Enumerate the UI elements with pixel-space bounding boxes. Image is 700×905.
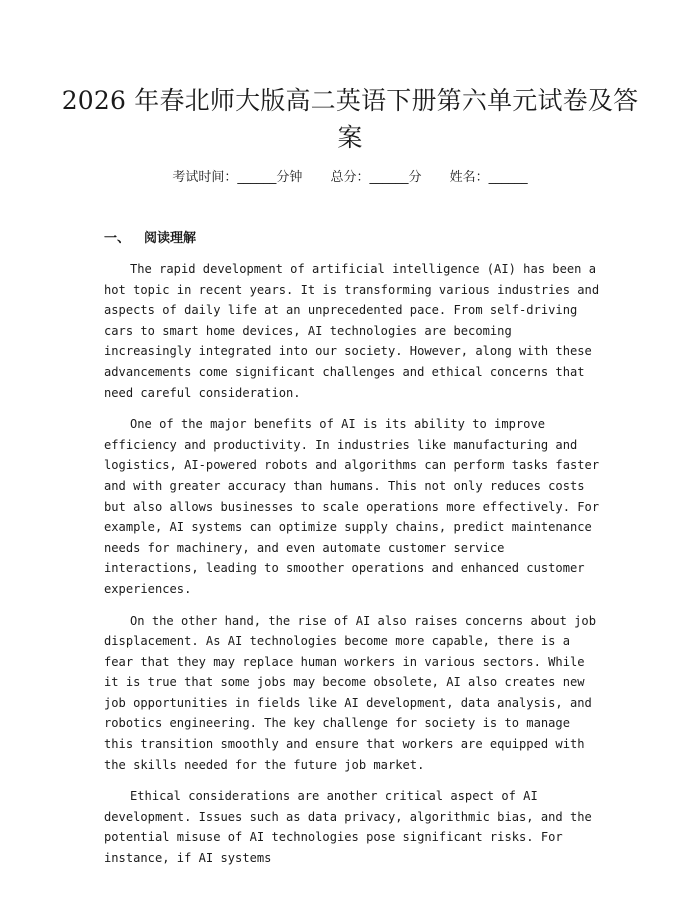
exam-info-line: [0, 168, 700, 188]
document-title: 2026 年春北师大版高二英语下册第六单元试卷及答案: [61, 86, 639, 152]
section-title: 阅读理解: [144, 231, 197, 246]
exam-time-field: 考试时间：______分钟: [172, 170, 303, 185]
section-number: 一、: [104, 231, 131, 246]
passage-paragraph: Ethical considerations are another critical aspect of AI development. Issues such as data privacy, algorithmic bias, and the potential misuse of AI technologies pose significant risks. For instance, if AI systems: [104, 789, 592, 866]
section-heading: [104, 229, 196, 249]
total-score-field: 总分：______分: [330, 170, 422, 185]
reading-passage: [104, 259, 604, 880]
name-field: 姓名：______: [449, 170, 528, 185]
passage-paragraph: One of the major benefits of AI is its ability to improve efficiency and productivity. In industries like manufacturing and logistics, AI-powered robots and algorithms can perform tasks faster and with greater accuracy than humans. This not only reduces costs but also allows businesses to scale operations more effectively. For example, AI systems can optimize supply chains, predict maintenance needs for machinery, and even automate customer service interactions, leading to smoother operations and enhanced customer experiences.: [104, 417, 600, 596]
passage-paragraph: On the other hand, the rise of AI also raises concerns about job displacement. As AI technologies become more capable, there is a fear that they may replace human workers in various sectors. While it is true that some jobs may become obsolete, AI also creates new job opportunities in fields like AI development, data analysis, and robotics engineering. The key challenge for society is to manage this transition smoothly and ensure that workers are equipped with the skills needed for the future job market.: [104, 613, 596, 772]
passage-paragraph: The rapid development of artificial intelligence (AI) has been a hot topic in recent years. It is transforming various industries and aspects of daily life at an unprecedented pace. From self-driving cars to smart home devices, AI technologies are becoming increasingly integrated into our society. However, along with these advancements come significant challenges and ethical concerns that need careful consideration.: [104, 262, 600, 400]
